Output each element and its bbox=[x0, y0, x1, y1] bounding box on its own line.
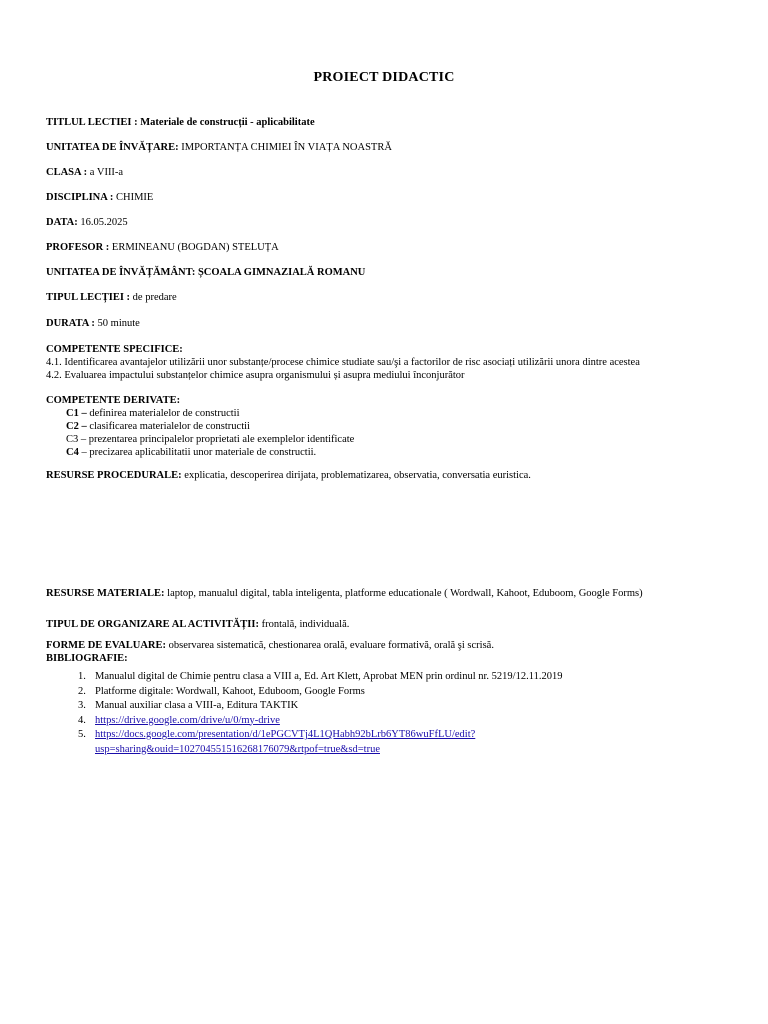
field-resurse-procedurale bbox=[46, 470, 531, 481]
item-text: C3 – prezentarea principalelor proprietati ale exemplelor identificate bbox=[66, 434, 355, 445]
item-text: – precizarea aplicabilitatii unor materiale de constructii. bbox=[78, 447, 317, 458]
item-text: definirea materialelor de constructii bbox=[86, 408, 240, 419]
field-value: observarea sistematică, chestionarea orală, evaluare formativă, orală şi scrisă. bbox=[168, 640, 494, 651]
field-value: 16.05.2025 bbox=[80, 217, 128, 228]
competente-derivate bbox=[46, 394, 354, 459]
field-label: FORME DE EVALUARE: bbox=[46, 640, 166, 651]
field-value: a VIII-a bbox=[89, 167, 124, 178]
list-item bbox=[46, 685, 562, 700]
field-forme-evaluare bbox=[46, 639, 494, 652]
bibliografie-heading: BIBLIOGRAFIE: bbox=[46, 653, 128, 664]
list-item bbox=[46, 407, 354, 420]
field-label: UNITATEA DE ÎNVĂȚARE: bbox=[46, 142, 179, 153]
field-label: UNITATEA DE ÎNVĂȚĂMÂNT: ȘCOALA GIMNAZIALĂ ROMANU bbox=[46, 267, 366, 278]
item-text: clasificarea materialelor de constructii bbox=[86, 421, 250, 432]
item-text: Platforme digitale: Wordwall, Kahoot, Eduboom, Google Forms bbox=[95, 685, 365, 697]
field-titlu bbox=[46, 117, 315, 128]
field-unitatea-invatamant bbox=[46, 267, 365, 278]
field-tipul-lectiei bbox=[46, 292, 177, 303]
item-number: 3. bbox=[78, 700, 86, 711]
item-text: Manualul digital de Chimie pentru clasa a VIII a, Ed. Art Klett, Aprobat MEN prin ordinul nr. 5219/12.11.2019 bbox=[95, 671, 563, 682]
list-item bbox=[46, 446, 354, 459]
field-profesor bbox=[46, 242, 279, 253]
list-item: 4.1. Identificarea avantajelor utilizării unor substanțe/procese chimice studiate sau/şi a factorilor de risc asociați utilizării unora dintre acestea bbox=[46, 357, 640, 368]
list-item bbox=[46, 714, 562, 729]
list-item bbox=[46, 699, 562, 714]
field-value: IMPORTANȚA CHIMIEI ÎN VIAȚA NOASTRĂ bbox=[181, 142, 392, 153]
field-value: CHIMIE bbox=[116, 192, 154, 203]
item-code: C4 bbox=[66, 447, 79, 458]
field-value: ERMINEANU (BOGDAN) STELUȚA bbox=[111, 242, 279, 253]
field-label: TITLUL LECTIEI : bbox=[46, 117, 138, 128]
section-heading: COMPETENTE SPECIFICE: bbox=[46, 344, 183, 355]
field-value: 50 minute bbox=[97, 318, 140, 329]
item-number: 1. bbox=[78, 671, 86, 682]
item-code: C2 – bbox=[66, 421, 87, 432]
field-clasa bbox=[46, 167, 123, 178]
drive-link[interactable]: https://drive.google.com/drive/u/0/my-drive bbox=[95, 714, 280, 726]
field-value: explicatia, descoperirea dirijata, problematizarea, observatia, conversatia euristica. bbox=[184, 470, 531, 481]
field-resurse-materiale bbox=[46, 588, 643, 599]
list-item bbox=[46, 670, 562, 685]
field-label: RESURSE PROCEDURALE: bbox=[46, 470, 182, 481]
field-label: RESURSE MATERIALE: bbox=[46, 588, 165, 599]
field-durata bbox=[46, 318, 140, 329]
field-label: DISCIPLINA : bbox=[46, 192, 114, 203]
field-disciplina bbox=[46, 192, 153, 203]
field-label: PROFESOR : bbox=[46, 242, 110, 253]
field-label: TIPUL DE ORGANIZARE AL ACTIVITĂȚII: bbox=[46, 619, 259, 630]
item-text: Manual auxiliar clasa a VIII-a, Editura TAKTIK bbox=[95, 700, 299, 711]
item-number: 2. bbox=[78, 685, 86, 697]
item-number: 5. bbox=[78, 729, 86, 740]
list-item bbox=[46, 420, 354, 433]
bibliografie-list bbox=[46, 670, 562, 757]
list-item bbox=[46, 728, 562, 757]
section-heading: COMPETENTE DERIVATE: bbox=[46, 395, 181, 406]
item-number: 4. bbox=[78, 714, 86, 726]
field-value: de predare bbox=[132, 292, 177, 303]
page-title: PROIECT DIDACTIC bbox=[313, 70, 455, 85]
list-item: 4.2. Evaluarea impactului substanțelor chimice asupra organismului și asupra mediului înconjurător bbox=[46, 370, 465, 381]
presentation-link[interactable]: https://docs.google.com/presentation/d/1ePGCVTj4L1QHabh92bLrb6YT86wuFfLU/edit? bbox=[95, 729, 476, 740]
presentation-link-continued[interactable]: usp=sharing&ouid=102704551516268176079&rtpof=true&sd=true bbox=[95, 743, 380, 755]
forme-evaluare-section bbox=[46, 639, 494, 665]
field-label: TIPUL LECȚIEI : bbox=[46, 292, 131, 303]
field-label: DATA: bbox=[46, 217, 78, 228]
list-item bbox=[46, 433, 354, 446]
competente-specifice bbox=[46, 343, 640, 382]
field-tipul-organizare bbox=[46, 619, 349, 630]
item-code: C1 – bbox=[66, 408, 87, 419]
field-unitatea-invatare bbox=[46, 142, 392, 153]
field-value: laptop, manualul digital, tabla inteligenta, platforme educationale ( Wordwall, Kahoot, Eduboom, Google Forms) bbox=[167, 588, 643, 599]
field-label: DURATA : bbox=[46, 318, 95, 329]
field-label: CLASA : bbox=[46, 167, 88, 178]
field-data bbox=[46, 217, 128, 228]
field-value: frontală, individuală. bbox=[261, 619, 350, 630]
field-value: Materiale de construcții - aplicabilitate bbox=[140, 117, 315, 128]
